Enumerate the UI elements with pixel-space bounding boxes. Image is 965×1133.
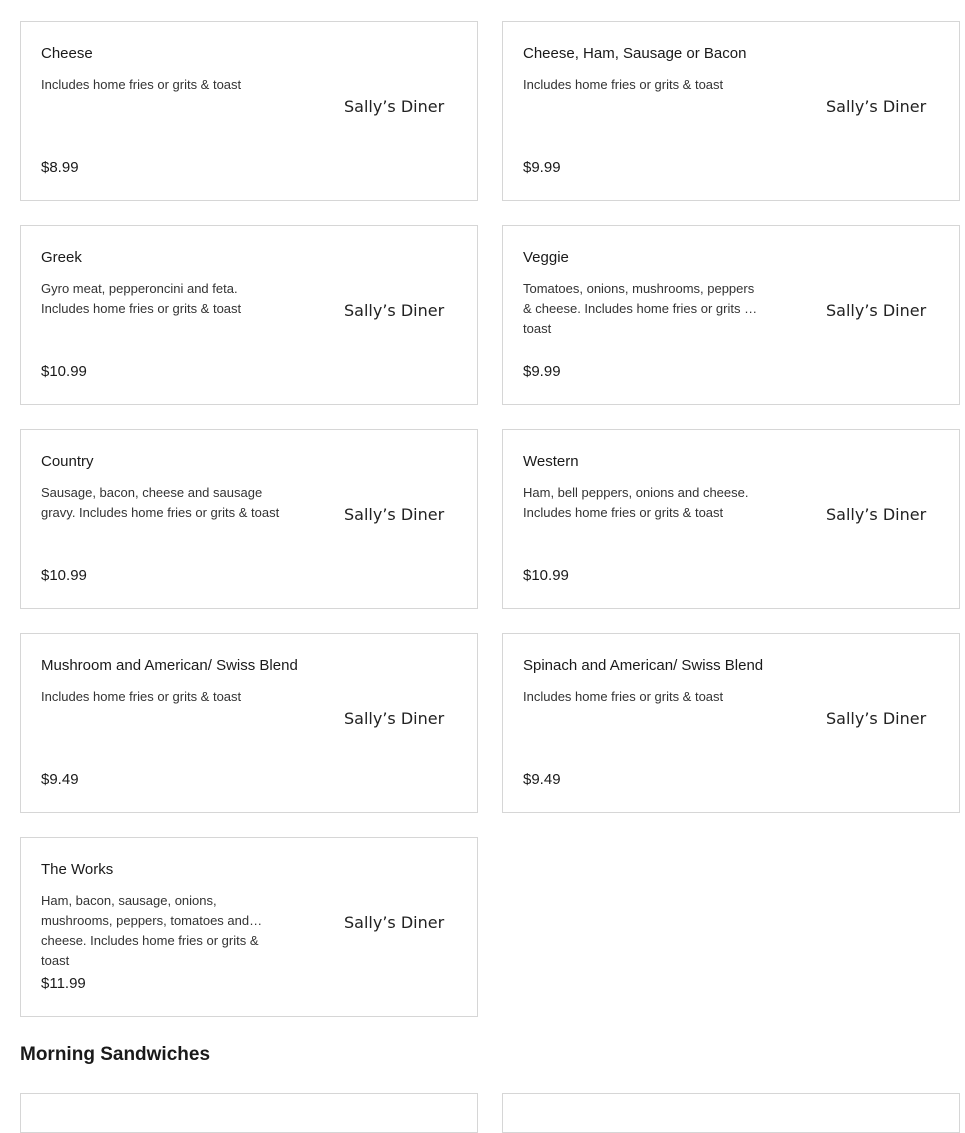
menu-item-card[interactable] bbox=[20, 837, 478, 1017]
menu-item-title: Country bbox=[41, 453, 94, 470]
section-title: Morning Sandwiches bbox=[20, 1044, 211, 1065]
menu-item-card[interactable] bbox=[502, 21, 960, 201]
menu-item-price: $9.99 bbox=[523, 159, 561, 176]
menu-item-description: Gyro meat, pepperoncini and feta. Includes home fries or grits & toast bbox=[41, 281, 242, 316]
menu-item-description: Sausage, bacon, cheese and sausage gravy. Includes home fries or grits & toast bbox=[41, 485, 280, 520]
menu-item-card[interactable] bbox=[20, 21, 478, 201]
menu-item-price: $10.99 bbox=[41, 567, 87, 584]
menu-item-title: Greek bbox=[41, 249, 82, 266]
menu-item-card[interactable] bbox=[20, 1093, 478, 1133]
menu-item-description: Ham, bell peppers, onions and cheese. Includes home fries or grits & toast bbox=[523, 485, 749, 520]
menu-item-title: Mushroom and American/ Swiss Blend bbox=[41, 657, 298, 674]
restaurant-name: Sally’s Diner bbox=[344, 97, 445, 116]
menu-item-description: Includes home fries or grits & toast bbox=[41, 689, 242, 704]
restaurant-name: Sally’s Diner bbox=[826, 97, 927, 116]
menu-item-title: Cheese, Ham, Sausage or Bacon bbox=[523, 45, 747, 62]
menu-item-card[interactable] bbox=[502, 633, 960, 813]
restaurant-name: Sally’s Diner bbox=[344, 301, 445, 320]
menu-item-title: The Works bbox=[41, 861, 114, 878]
menu-item-description: Includes home fries or grits & toast bbox=[41, 77, 242, 92]
menu-item-title: Spinach and American/ Swiss Blend bbox=[523, 657, 764, 674]
menu-item-price: $11.99 bbox=[41, 975, 86, 992]
menu-item-price: $10.99 bbox=[41, 363, 87, 380]
menu-item-description: Includes home fries or grits & toast bbox=[523, 77, 724, 92]
restaurant-name: Sally’s Diner bbox=[344, 709, 445, 728]
restaurant-name: Sally’s Diner bbox=[826, 505, 927, 524]
restaurant-name: Sally’s Diner bbox=[344, 913, 445, 932]
menu-item-card[interactable] bbox=[502, 429, 960, 609]
restaurant-name: Sally’s Diner bbox=[826, 301, 927, 320]
menu-item-description: Tomatoes, onions, mushrooms, peppers & cheese. Includes home fries or grits & toast bbox=[523, 281, 755, 336]
menu-item-grid bbox=[20, 21, 960, 1017]
menu-item-price: $10.99 bbox=[523, 567, 569, 584]
menu-item-title: Veggie bbox=[523, 249, 569, 266]
menu-item-card[interactable] bbox=[502, 225, 960, 405]
menu-item-description: Ham, bacon, sausage, onions, mushrooms, peppers, tomatoes and cheese. Includes home fries or grits & toast bbox=[41, 893, 259, 968]
menu-item-card[interactable] bbox=[20, 429, 478, 609]
menu-item-card[interactable] bbox=[20, 225, 478, 405]
menu-item-title: Cheese bbox=[41, 45, 93, 62]
menu-item-description: Includes home fries or grits & toast bbox=[523, 689, 724, 704]
menu-item-title: Western bbox=[523, 453, 579, 470]
menu-item-card[interactable] bbox=[502, 1093, 960, 1133]
menu-item-price: $9.49 bbox=[41, 771, 79, 788]
restaurant-name: Sally’s Diner bbox=[826, 709, 927, 728]
menu-item-price: $9.99 bbox=[523, 363, 561, 380]
menu-item-price: $8.99 bbox=[41, 159, 79, 176]
menu-item-price: $9.49 bbox=[523, 771, 561, 788]
restaurant-name: Sally’s Diner bbox=[344, 505, 445, 524]
menu-item-card[interactable] bbox=[20, 633, 478, 813]
